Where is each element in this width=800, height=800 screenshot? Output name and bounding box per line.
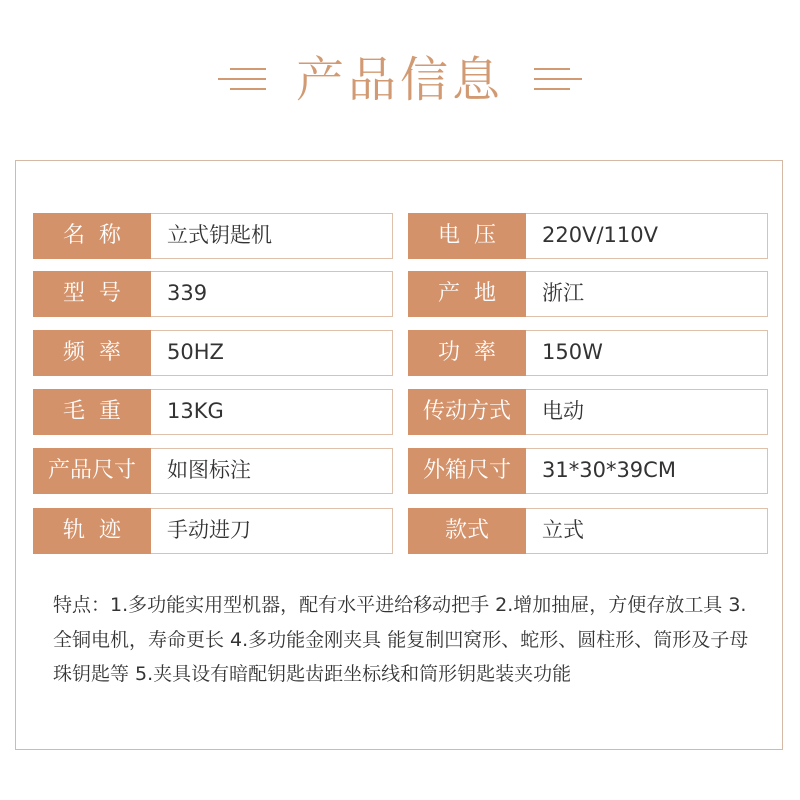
spec-row-style [408,508,768,554]
spec-value: 150W [526,330,768,376]
spec-value: 浙江 [526,271,768,317]
spec-label: 名 称 [33,213,151,259]
spec-label: 功 率 [408,330,526,376]
spec-label: 型 号 [33,271,151,317]
spec-label: 产品尺寸 [33,448,151,494]
spec-value: 手动进刀 [151,508,393,554]
page-title: 产品信息 [295,52,504,108]
spec-label: 频 率 [33,330,151,376]
spec-label: 轨 迹 [33,508,151,554]
spec-row-weight [33,389,393,435]
spec-row-model [33,271,393,317]
title-area [0,50,800,110]
spec-row-name [33,213,393,259]
spec-row-power [408,330,768,376]
spec-row-feed [33,508,393,554]
spec-value: 31*30*39CM [526,448,768,494]
spec-label: 毛 重 [33,389,151,435]
spec-row-drive [408,389,768,435]
title-decoration-left [218,50,266,110]
spec-value: 50HZ [151,330,393,376]
spec-label: 传动方式 [408,389,526,435]
spec-value: 电动 [526,389,768,435]
spec-value: 立式钥匙机 [151,213,393,259]
features-description: 特点：1.多功能实用型机器，配有水平进给移动把手 2.增加抽屉，方便存放工具 3.全铜电机，寿命更长 4.多功能金刚夹具 能复制凹窝形、蛇形、圆柱形、筒形及子母珠钥匙等 5.夹具设有暗配钥匙齿距坐标线和筒形钥匙装夹功能 [53,594,749,685]
spec-row-origin [408,271,768,317]
spec-label: 电 压 [408,213,526,259]
spec-row-product-size [33,448,393,494]
spec-row-voltage [408,213,768,259]
title-decoration-right [534,50,582,110]
spec-row-carton-size [408,448,768,494]
spec-value: 339 [151,271,393,317]
spec-label: 款式 [408,508,526,554]
spec-row-frequency [33,330,393,376]
spec-label: 产 地 [408,271,526,317]
spec-value: 13KG [151,389,393,435]
spec-label: 外箱尺寸 [408,448,526,494]
spec-value: 220V/110V [526,213,768,259]
spec-value: 立式 [526,508,768,554]
spec-value: 如图标注 [151,448,393,494]
